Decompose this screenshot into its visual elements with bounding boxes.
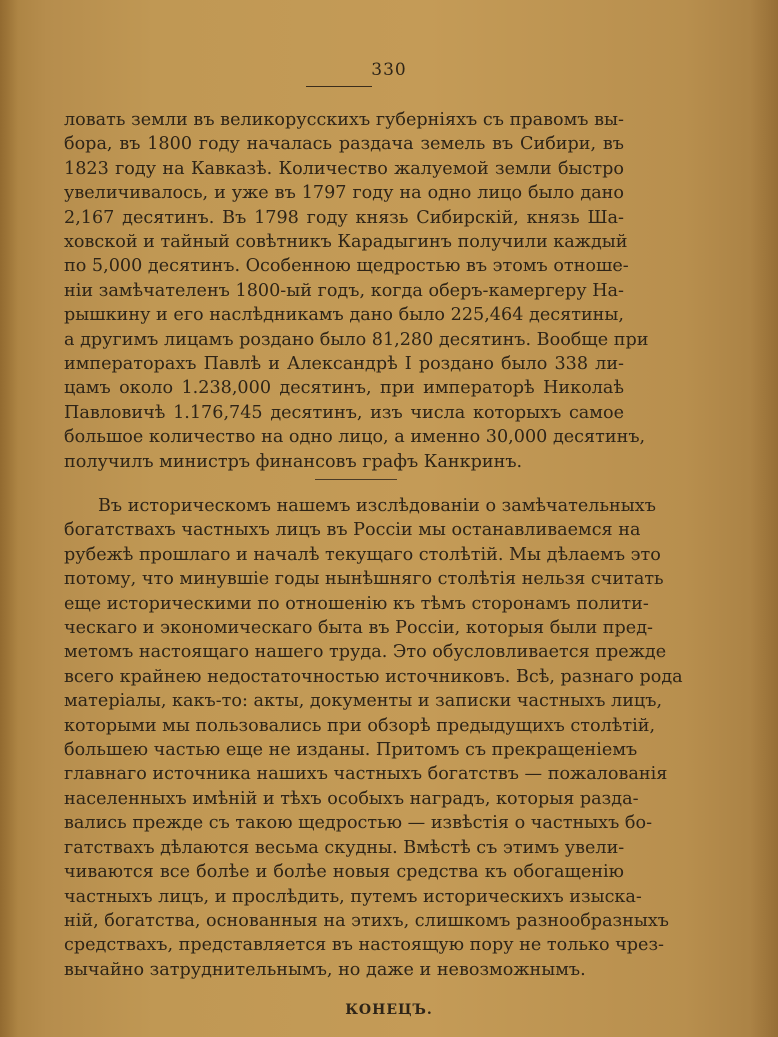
text-line: получилъ министръ финансовъ графъ Канкринъ. bbox=[64, 451, 523, 472]
text-line: потому, что минувшіе годы нынѣшняго столѣтія нельзя считать bbox=[64, 569, 664, 590]
text-line: цамъ около 1.238,000 десятинъ, при императорѣ Николаѣ bbox=[64, 378, 624, 399]
text-line: чиваются все болѣе и болѣе новыя средства къ обогащенію bbox=[64, 862, 624, 883]
text-line: по 5,000 десятинъ. Особенною щедростью въ этомъ отноше- bbox=[64, 256, 629, 277]
page-edge-shadow-left bbox=[0, 0, 18, 1037]
text-line: метомъ настоящаго нашего труда. Это обусловливается прежде bbox=[64, 642, 667, 663]
text-line: всего крайнею недостаточностью источниковъ. Всѣ, разнаго рода bbox=[64, 666, 683, 687]
page-number-underline bbox=[306, 86, 372, 87]
text-line: а другимъ лицамъ роздано было 81,280 десятинъ. Вообще при bbox=[64, 329, 649, 350]
end-word: КОНЕЦЪ. bbox=[345, 1002, 433, 1018]
text-line: увеличивалось, и уже въ 1797 году на одно лицо было дано bbox=[64, 183, 624, 204]
text-line: населенныхъ имѣній и тѣхъ особыхъ наградъ, которыя разда- bbox=[64, 788, 639, 809]
page-edge-shadow-right bbox=[750, 0, 778, 1037]
text-line: бора, въ 1800 году началась раздача земель въ Сибири, въ bbox=[64, 134, 624, 155]
text-line: большое количество на одно лицо, а именно 30,000 десятинъ, bbox=[64, 427, 646, 448]
text-line: которыми мы пользовались при обзорѣ предыдущихъ столѣтій, bbox=[64, 715, 656, 736]
text-line: рышкину и его наслѣдникамъ дано было 225,464 десятины, bbox=[64, 305, 624, 326]
paragraph-2 bbox=[64, 494, 683, 982]
text-line: главнаго источника нашихъ частныхъ богатствъ — пожалованія bbox=[64, 764, 668, 785]
text-line: большею частью еще не изданы. Притомъ съ прекращеніемъ bbox=[64, 740, 638, 761]
text-line: 2,167 десятинъ. Въ 1798 году князь Сибирскій, князь Ша- bbox=[64, 207, 624, 228]
text-line: рубежѣ прошлаго и началѣ текущаго столѣтій. Мы дѣлаемъ это bbox=[64, 544, 661, 565]
text-line: матеріалы, какъ-то: акты, документы и записки частныхъ лицъ, bbox=[64, 691, 663, 712]
text-line: Въ историческомъ нашемъ изслѣдованіи о замѣчательныхъ bbox=[98, 496, 656, 516]
text-line: ніи замѣчателенъ 1800-ый годъ, когда оберъ-камергеру На- bbox=[64, 280, 624, 301]
text-line: частныхъ лицъ, и прослѣдить, путемъ историческихъ изыска- bbox=[64, 886, 642, 907]
paragraph-1 bbox=[64, 108, 649, 474]
text-line: вались прежде съ такою щедростью — извѣстія о частныхъ бо- bbox=[64, 813, 653, 834]
text-line: ческаго и экономическаго быта въ Россіи, которыя были пред- bbox=[64, 618, 653, 639]
text-line: еще историческими по отношенію къ тѣмъ сторонамъ полити- bbox=[64, 593, 649, 614]
text-line: гатствахъ дѣлаются весьма скудны. Вмѣстѣ съ этимъ увели- bbox=[64, 837, 625, 858]
page-number: 330 bbox=[371, 60, 407, 80]
text-line: средствахъ, представляется въ настоящую пору не только чрез- bbox=[64, 935, 664, 956]
text-line: ловать земли въ великорусскихъ губерніяхъ съ правомъ вы- bbox=[64, 110, 624, 130]
text-line: 1823 году на Кавказѣ. Количество жалуемой земли быстро bbox=[64, 158, 624, 179]
text-line: вычайно затруднительнымъ, но даже и невозможнымъ. bbox=[64, 959, 586, 980]
text-line: императорахъ Павлѣ и Александрѣ I роздано было 338 ли- bbox=[64, 354, 624, 375]
text-line: богатствахъ частныхъ лицъ въ Россіи мы останавливаемся на bbox=[64, 520, 641, 541]
text-line: ній, богатства, основанныя на этихъ, слишкомъ разнообразныхъ bbox=[64, 910, 669, 931]
text-line: Павловичѣ 1.176,745 десятинъ, изъ числа которыхъ самое bbox=[64, 402, 624, 423]
section-divider bbox=[315, 479, 397, 480]
text-line: ховской и тайный совѣтникъ Карадыгинъ получили каждый bbox=[64, 232, 628, 253]
